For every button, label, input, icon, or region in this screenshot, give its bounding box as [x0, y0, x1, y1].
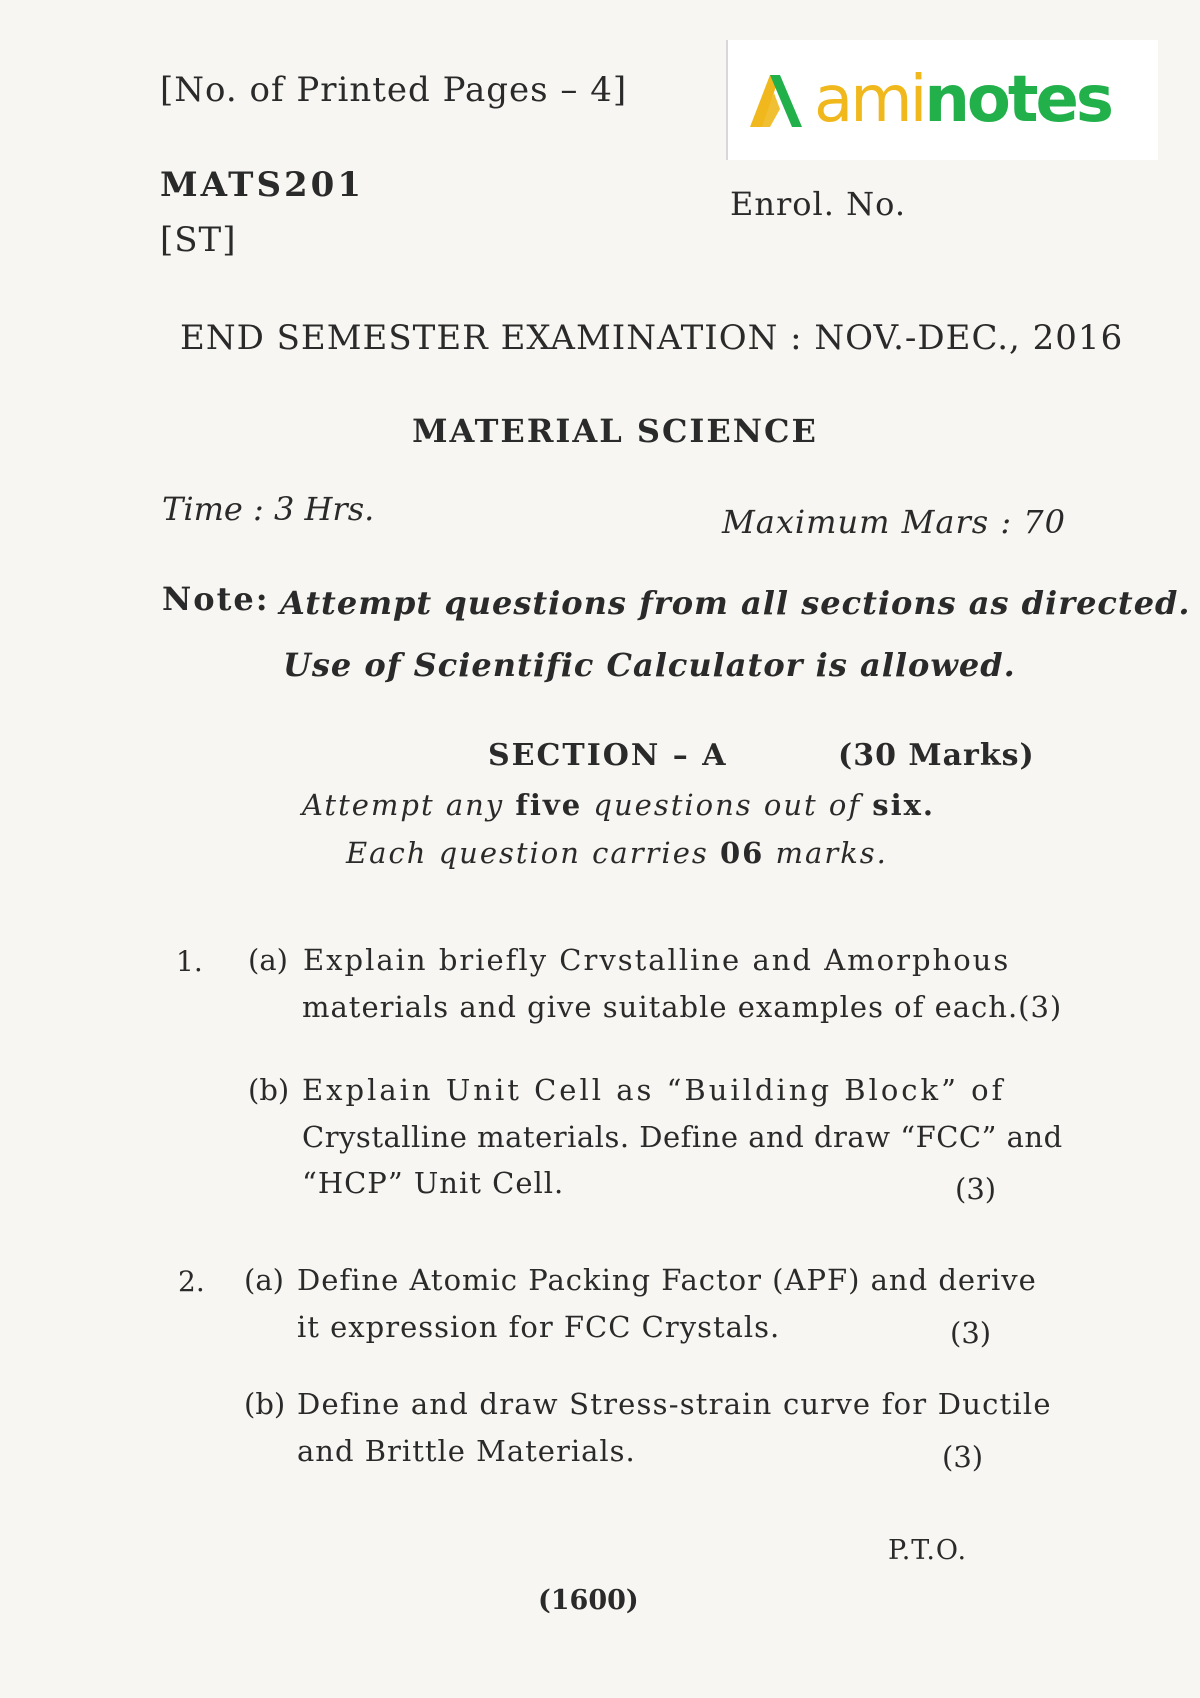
- question-1b-line-1: Explain Unit Cell as “Building Block” of: [302, 1073, 1006, 1107]
- instr2-bold1: 06: [719, 836, 765, 870]
- aminotes-logo-mark-icon: [746, 71, 810, 129]
- exam-time: Time : 3 Hrs.: [162, 490, 375, 528]
- logo-text-notes: notes: [924, 63, 1111, 137]
- aminotes-logo: [726, 40, 1158, 160]
- section-a-marks: (30 Marks): [838, 738, 1035, 773]
- question-2b-label: (b): [244, 1387, 286, 1421]
- question-2-number: 2.: [178, 1265, 205, 1298]
- scheme-code: [ST]: [160, 220, 237, 260]
- section-a-instruction-1: [302, 788, 935, 822]
- max-marks: Maximum Mars : 70: [722, 503, 1066, 541]
- question-1-number: 1.: [176, 945, 203, 978]
- section-a-title: SECTION – A: [488, 738, 728, 773]
- printed-pages: [No. of Printed Pages – 4]: [160, 70, 628, 110]
- question-1b-marks: (3): [955, 1172, 997, 1206]
- enrol-no-label: Enrol. No.: [730, 185, 906, 223]
- instr1-bold1: five: [515, 788, 583, 822]
- note-label: Note:: [162, 580, 270, 618]
- note-line-2: Use of Scientific Calculator is allowed.: [283, 646, 1016, 684]
- section-a-instruction-2: [346, 836, 888, 870]
- logo-text-ami: ami: [814, 63, 925, 137]
- note-line-1: Attempt questions from all sections as directed.: [280, 584, 1191, 622]
- footer-code: (1600): [538, 1585, 639, 1616]
- question-1a-line-1: Explain briefly Crvstalline and Amorphous: [303, 943, 1011, 977]
- exam-title: END SEMESTER EXAMINATION : NOV.-DEC., 2016: [180, 318, 1124, 358]
- question-1b-line-2: Crystalline materials. Define and draw “FCC” and: [302, 1120, 1063, 1154]
- paper-code: MATS201: [160, 165, 364, 205]
- question-2b-line-1: Define and draw Stress-strain curve for Ductile: [297, 1387, 1052, 1421]
- instr1-part2: questions out of: [582, 788, 873, 822]
- instr1-part1: Attempt any: [302, 788, 516, 822]
- instr2-part2: marks.: [764, 836, 888, 870]
- instr1-bold2: six.: [872, 788, 936, 822]
- question-2a-marks: (3): [950, 1316, 992, 1350]
- instr2-part1: Each question carries: [346, 836, 720, 870]
- question-2a-line-1: Define Atomic Packing Factor (APF) and derive: [297, 1263, 1037, 1297]
- question-2b-line-2: and Brittle Materials.: [297, 1434, 636, 1468]
- question-1b-label: (b): [248, 1073, 290, 1107]
- question-2a-label: (a): [244, 1263, 284, 1297]
- question-2a-line-2: it expression for FCC Crystals.: [297, 1310, 781, 1344]
- pto-label: P.T.O.: [888, 1535, 968, 1566]
- question-1b-line-3: “HCP” Unit Cell.: [302, 1166, 565, 1200]
- subject-title: MATERIAL SCIENCE: [412, 412, 818, 450]
- question-1a-label: (a): [248, 943, 288, 977]
- logo-text: [814, 63, 1111, 137]
- question-1a-line-2: materials and give suitable examples of each.(3): [302, 990, 1063, 1024]
- question-2b-marks: (3): [942, 1440, 984, 1474]
